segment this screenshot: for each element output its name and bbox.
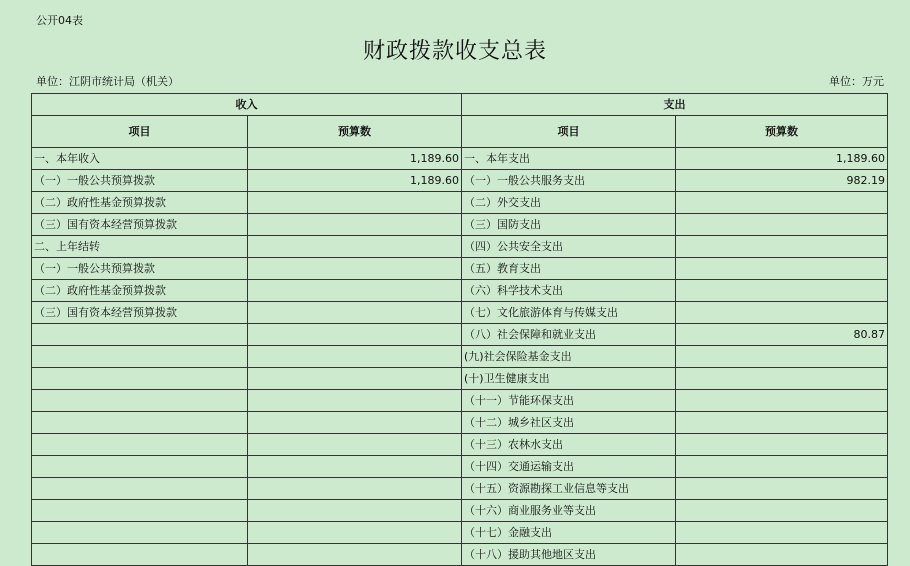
expense-budget-cell: 1,189.60 (676, 148, 888, 170)
expense-budget-cell (676, 478, 888, 500)
expense-budget-cell (676, 500, 888, 522)
expense-item-cell: （四）公共安全支出 (462, 236, 676, 258)
income-item-cell (32, 434, 248, 456)
expense-item-cell: （十一）节能环保支出 (462, 390, 676, 412)
table-row (32, 412, 888, 434)
income-budget-cell (248, 258, 462, 280)
expense-budget-header: 预算数 (676, 116, 888, 148)
income-budget-cell (248, 280, 462, 302)
expense-item-cell: （十五）资源勘探工业信息等支出 (462, 478, 676, 500)
table-row (32, 544, 888, 566)
table-row (32, 236, 888, 258)
income-item-cell (32, 368, 248, 390)
income-budget-cell (248, 456, 462, 478)
expense-item-cell: (九)社会保险基金支出 (462, 346, 676, 368)
expense-item-cell: （五）教育支出 (462, 258, 676, 280)
table-row (32, 434, 888, 456)
expense-budget-cell (676, 434, 888, 456)
expense-budget-cell: 982.19 (676, 170, 888, 192)
income-budget-cell (248, 390, 462, 412)
income-item-cell: （一）一般公共预算拨款 (32, 170, 248, 192)
table-row (32, 478, 888, 500)
income-item-cell (32, 544, 248, 566)
table-row (32, 258, 888, 280)
expense-budget-cell (676, 236, 888, 258)
income-budget-cell (248, 412, 462, 434)
income-budget-cell (248, 544, 462, 566)
income-item-cell: 二、上年结转 (32, 236, 248, 258)
table-row (32, 346, 888, 368)
expense-budget-cell (676, 544, 888, 566)
table-row (32, 390, 888, 412)
income-item-cell: （二）政府性基金预算拨款 (32, 192, 248, 214)
income-item-cell (32, 478, 248, 500)
table-row (32, 214, 888, 236)
income-item-cell (32, 324, 248, 346)
income-budget-cell (248, 500, 462, 522)
income-budget-cell (248, 434, 462, 456)
expense-budget-cell (676, 390, 888, 412)
income-budget-cell (248, 368, 462, 390)
table-row (32, 456, 888, 478)
table-row (32, 522, 888, 544)
income-budget-cell (248, 236, 462, 258)
income-budget-cell (248, 522, 462, 544)
expense-budget-cell: 80.87 (676, 324, 888, 346)
table-row (32, 170, 888, 192)
expense-item-cell: （八）社会保障和就业支出 (462, 324, 676, 346)
expense-budget-cell (676, 346, 888, 368)
table-group-header (32, 94, 888, 116)
unit-currency: 单位：万元 (829, 75, 884, 88)
expense-item-cell: （十七）金融支出 (462, 522, 676, 544)
expense-budget-cell (676, 258, 888, 280)
income-header: 收入 (32, 94, 462, 116)
income-budget-cell: 1,189.60 (248, 170, 462, 192)
income-item-cell (32, 500, 248, 522)
table-row (32, 148, 888, 170)
expense-item-cell: （十二）城乡社区支出 (462, 412, 676, 434)
income-budget-cell: 1,189.60 (248, 148, 462, 170)
expense-budget-cell (676, 192, 888, 214)
income-item-cell: 一、本年收入 (32, 148, 248, 170)
income-item-cell: （二）政府性基金预算拨款 (32, 280, 248, 302)
income-budget-header: 预算数 (248, 116, 462, 148)
income-budget-cell (248, 214, 462, 236)
expense-item-cell: （七）文化旅游体育与传媒支出 (462, 302, 676, 324)
expense-budget-cell (676, 280, 888, 302)
expense-item-cell: （六）科学技术支出 (462, 280, 676, 302)
table-column-header (32, 116, 888, 148)
income-budget-cell (248, 324, 462, 346)
table-row (32, 324, 888, 346)
expense-item-cell: （二）外交支出 (462, 192, 676, 214)
income-item-cell (32, 456, 248, 478)
expense-item-cell: （一）一般公共服务支出 (462, 170, 676, 192)
income-item-cell: （一）一般公共预算拨款 (32, 258, 248, 280)
expense-budget-cell (676, 368, 888, 390)
expense-budget-cell (676, 456, 888, 478)
expense-budget-cell (676, 522, 888, 544)
page-title: 财政拨款收支总表 (362, 39, 547, 64)
unit-organization: 单位：江阴市统计局（机关） (36, 75, 179, 88)
income-item-cell (32, 522, 248, 544)
expense-item-cell: 一、本年支出 (462, 148, 676, 170)
expense-item-cell: （十三）农林水支出 (462, 434, 676, 456)
income-item-cell (32, 390, 248, 412)
table-row (32, 302, 888, 324)
income-budget-cell (248, 346, 462, 368)
fiscal-summary-table (31, 93, 888, 566)
income-budget-cell (248, 302, 462, 324)
table-row (32, 368, 888, 390)
income-budget-cell (248, 192, 462, 214)
table-row (32, 192, 888, 214)
income-budget-cell (248, 478, 462, 500)
expense-budget-cell (676, 214, 888, 236)
expense-item-header: 项目 (462, 116, 676, 148)
expense-item-cell: （十四）交通运输支出 (462, 456, 676, 478)
expense-item-cell: （十八）援助其他地区支出 (462, 544, 676, 566)
expense-header: 支出 (462, 94, 888, 116)
expense-budget-cell (676, 412, 888, 434)
income-item-header: 项目 (32, 116, 248, 148)
expense-budget-cell (676, 302, 888, 324)
income-item-cell: （三）国有资本经营预算拨款 (32, 302, 248, 324)
income-item-cell (32, 412, 248, 434)
expense-item-cell: (十)卫生健康支出 (462, 368, 676, 390)
table-row (32, 500, 888, 522)
expense-item-cell: （三）国防支出 (462, 214, 676, 236)
expense-item-cell: （十六）商业服务业等支出 (462, 500, 676, 522)
income-item-cell (32, 346, 248, 368)
form-code: 公开04表 (36, 14, 83, 27)
table-row (32, 280, 888, 302)
income-item-cell: （三）国有资本经营预算拨款 (32, 214, 248, 236)
